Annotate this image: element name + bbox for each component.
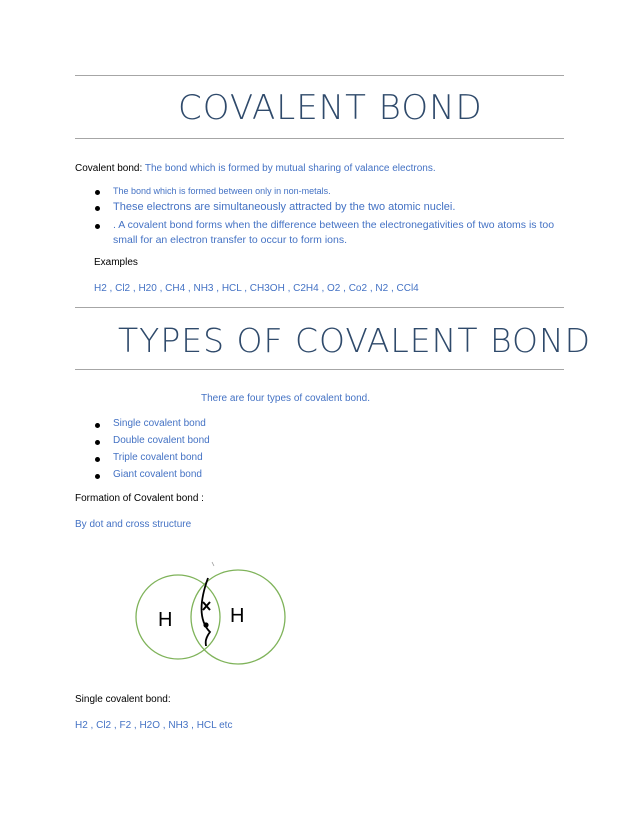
bullet-item: . A covalent bond forms when the difference between the electronegativities of two atoms is too [113, 219, 555, 231]
definition-term: Covalent bond: [75, 163, 143, 174]
section-title-rule [75, 369, 564, 370]
definition-line [75, 163, 436, 174]
title-rule [75, 138, 564, 139]
type-item: Giant covalent bond [113, 469, 202, 480]
bullet-icon [95, 190, 100, 195]
examples-list: H2 , Cl2 , H20 , CH4 , NH3 , HCL , CH3OH , C2H4 , O2 , Co2 , N2 , CCl4 [94, 283, 419, 294]
bullet-icon [95, 474, 100, 479]
type-item: Double covalent bond [113, 435, 210, 446]
dot-cross-diagram [130, 560, 300, 670]
bullet-icon [95, 457, 100, 462]
bullet-icon [95, 440, 100, 445]
cross-electron-icon [203, 602, 210, 610]
bullet-item-continuation: small for an electron transfer to occur to form ions. [113, 234, 348, 246]
left-atom-symbol: H [158, 609, 173, 631]
formation-method: By dot and cross structure [75, 519, 192, 530]
types-intro: There are four types of covalent bond. [201, 393, 370, 404]
single-bond-examples: H2 , Cl2 , F2 , H2O , NH3 , HCL etc [75, 720, 233, 731]
bullet-item: The bond which is formed between only in non-metals. [113, 186, 331, 196]
bullet-item: These electrons are simultaneously attracted by the two atomic nuclei. [113, 201, 456, 213]
top-rule [75, 75, 564, 76]
dot-electron-icon [203, 622, 208, 627]
stray-mark [212, 562, 214, 566]
right-atom-symbol: H [230, 605, 245, 627]
definition-text: The bond which is formed by mutual sharing of valance electrons. [144, 163, 436, 174]
type-item: Single covalent bond [113, 418, 206, 429]
single-bond-label: Single covalent bond: [75, 694, 171, 705]
type-item: Triple covalent bond [113, 452, 203, 463]
bullet-icon [95, 423, 100, 428]
bullet-icon [95, 206, 100, 211]
section-title: TYPES OF COVALENT BOND [118, 321, 592, 360]
examples-label: Examples [94, 257, 138, 268]
page-title: COVALENT BOND [178, 88, 483, 128]
section-rule [75, 307, 564, 308]
bullet-icon [95, 224, 100, 229]
formation-label: Formation of Covalent bond : [75, 493, 204, 504]
left-atom-shell [136, 575, 220, 659]
